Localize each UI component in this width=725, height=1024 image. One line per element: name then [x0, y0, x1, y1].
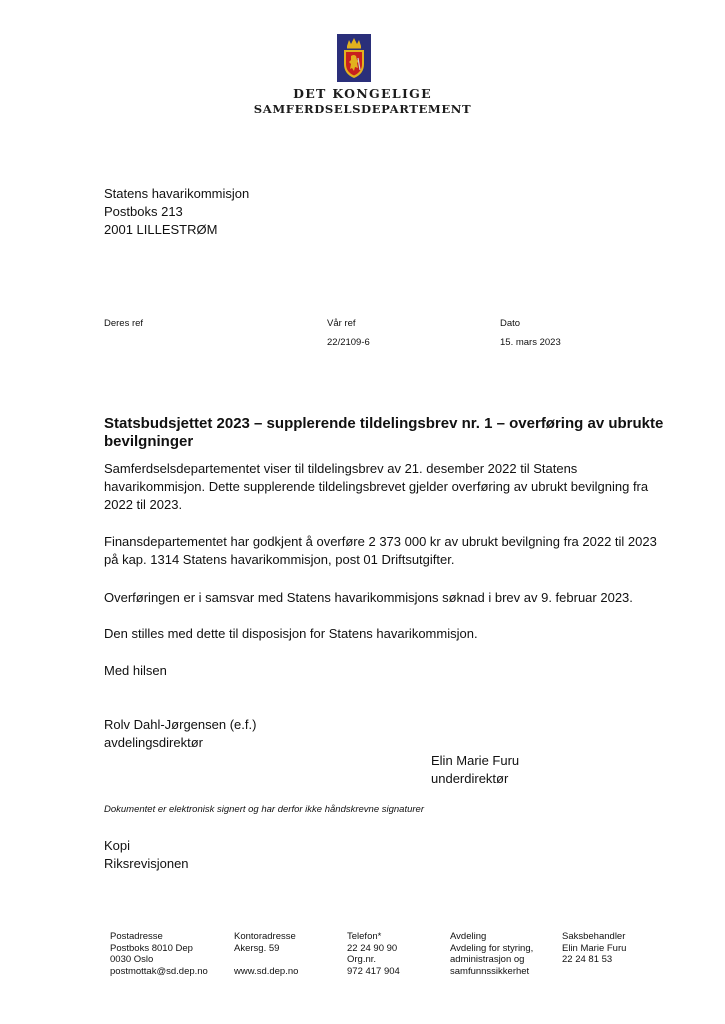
recipient-name: Statens havarikommisjon [104, 186, 250, 201]
var-ref-label: Vår ref [327, 318, 356, 329]
footer-phone-number: 22 24 90 90 [347, 942, 398, 954]
footer-department-line1: Avdeling for styring, [450, 942, 534, 954]
body-paragraph-2: Finansdepartementet har godkjent å overføre 2 373 000 kr av ubrukt bevilgning fra 2022 til 2023 på kap. 1314 Statens havarikommisjon, post 01 Driftsutgifter. [104, 534, 657, 568]
body-paragraph-3: Overføringen er i samsvar med Statens havarikommisjons søknad i brev av 9. februar 2023. [104, 590, 633, 605]
footer-office-label: Kontoradresse [234, 931, 296, 942]
footer-email: postmottak@sd.dep.no [110, 965, 208, 977]
copy-label: Kopi [104, 838, 131, 853]
footer-postal-label: Postadresse [110, 931, 163, 942]
dato-label: Dato [500, 318, 521, 329]
footer-department-line3: samfunnssikkerhet [450, 965, 530, 977]
recipient-postbox: Postboks 213 [104, 204, 183, 219]
footer-postal-address [110, 931, 208, 977]
closing-greeting: Med hilsen [104, 663, 167, 678]
footer-postal-box: Postboks 8010 Dep [110, 942, 193, 954]
footer-postal-city: 0030 Oslo [110, 954, 154, 965]
recipient-address [104, 185, 249, 239]
footer-case-officer-name: Elin Marie Furu [562, 942, 627, 954]
footer-department-label: Avdeling [450, 931, 487, 942]
copy-recipient: Riksrevisjonen [104, 856, 189, 871]
footer-office-blank [234, 954, 298, 966]
signature-2-name: Elin Marie Furu [431, 753, 520, 768]
deres-ref-label: Deres ref [104, 318, 144, 329]
footer-case-officer [562, 931, 626, 966]
ministry-name-line2: SAMFERDSELSDEPARTEMENT [253, 102, 472, 116]
footer-phone-org [347, 931, 400, 977]
ministry-name-line1: DET KONGELIGE [293, 86, 432, 101]
footer-department [450, 931, 533, 977]
footer-case-officer-label: Saksbehandler [562, 931, 626, 942]
recipient-postcode-city: 2001 LILLESTRØM [104, 222, 218, 237]
footer-office-street: Akersg. 59 [234, 942, 280, 954]
footer-case-officer-phone: 22 24 81 53 [562, 954, 613, 965]
signature-1-name: Rolv Dahl-Jørgensen (e.f.) [104, 717, 257, 732]
body-paragraph-4: Den stilles med dette til disposisjon for Statens havarikommisjon. [104, 626, 478, 641]
footer-orgnr-label: Org.nr. [347, 954, 377, 965]
letterhead [240, 34, 485, 124]
footer-office-address [234, 931, 298, 977]
norwegian-royal-crest-icon [337, 34, 371, 82]
footer-department-line2: administrasjon og [450, 954, 525, 965]
signature-2-title: underdirektør [431, 771, 509, 786]
footer-website: www.sd.dep.no [234, 965, 299, 977]
electronic-signature-note: Dokumentet er elektronisk signert og har derfor ikke håndskrevne signaturer [104, 804, 424, 815]
body-paragraph-1: Samferdselsdepartementet viser til tildelingsbrev av 21. desember 2022 til Statens havarikommisjon. Dette supplerende tildelingsbrevet gjelder overføring av ubrukt bevilgning fra 2022 til 2023. [104, 461, 649, 513]
dato-value: 15. mars 2023 [500, 337, 561, 348]
footer-orgnr-value: 972 417 904 [347, 965, 400, 977]
footer-phone-label: Telefon* [347, 931, 382, 942]
var-ref-value: 22/2109-6 [327, 337, 370, 348]
signature-1-title: avdelingsdirektør [104, 735, 203, 750]
letter-subject: Statsbudsjettet 2023 – supplerende tildelingsbrev nr. 1 – overføring av ubrukte bevilgninger [104, 415, 664, 450]
